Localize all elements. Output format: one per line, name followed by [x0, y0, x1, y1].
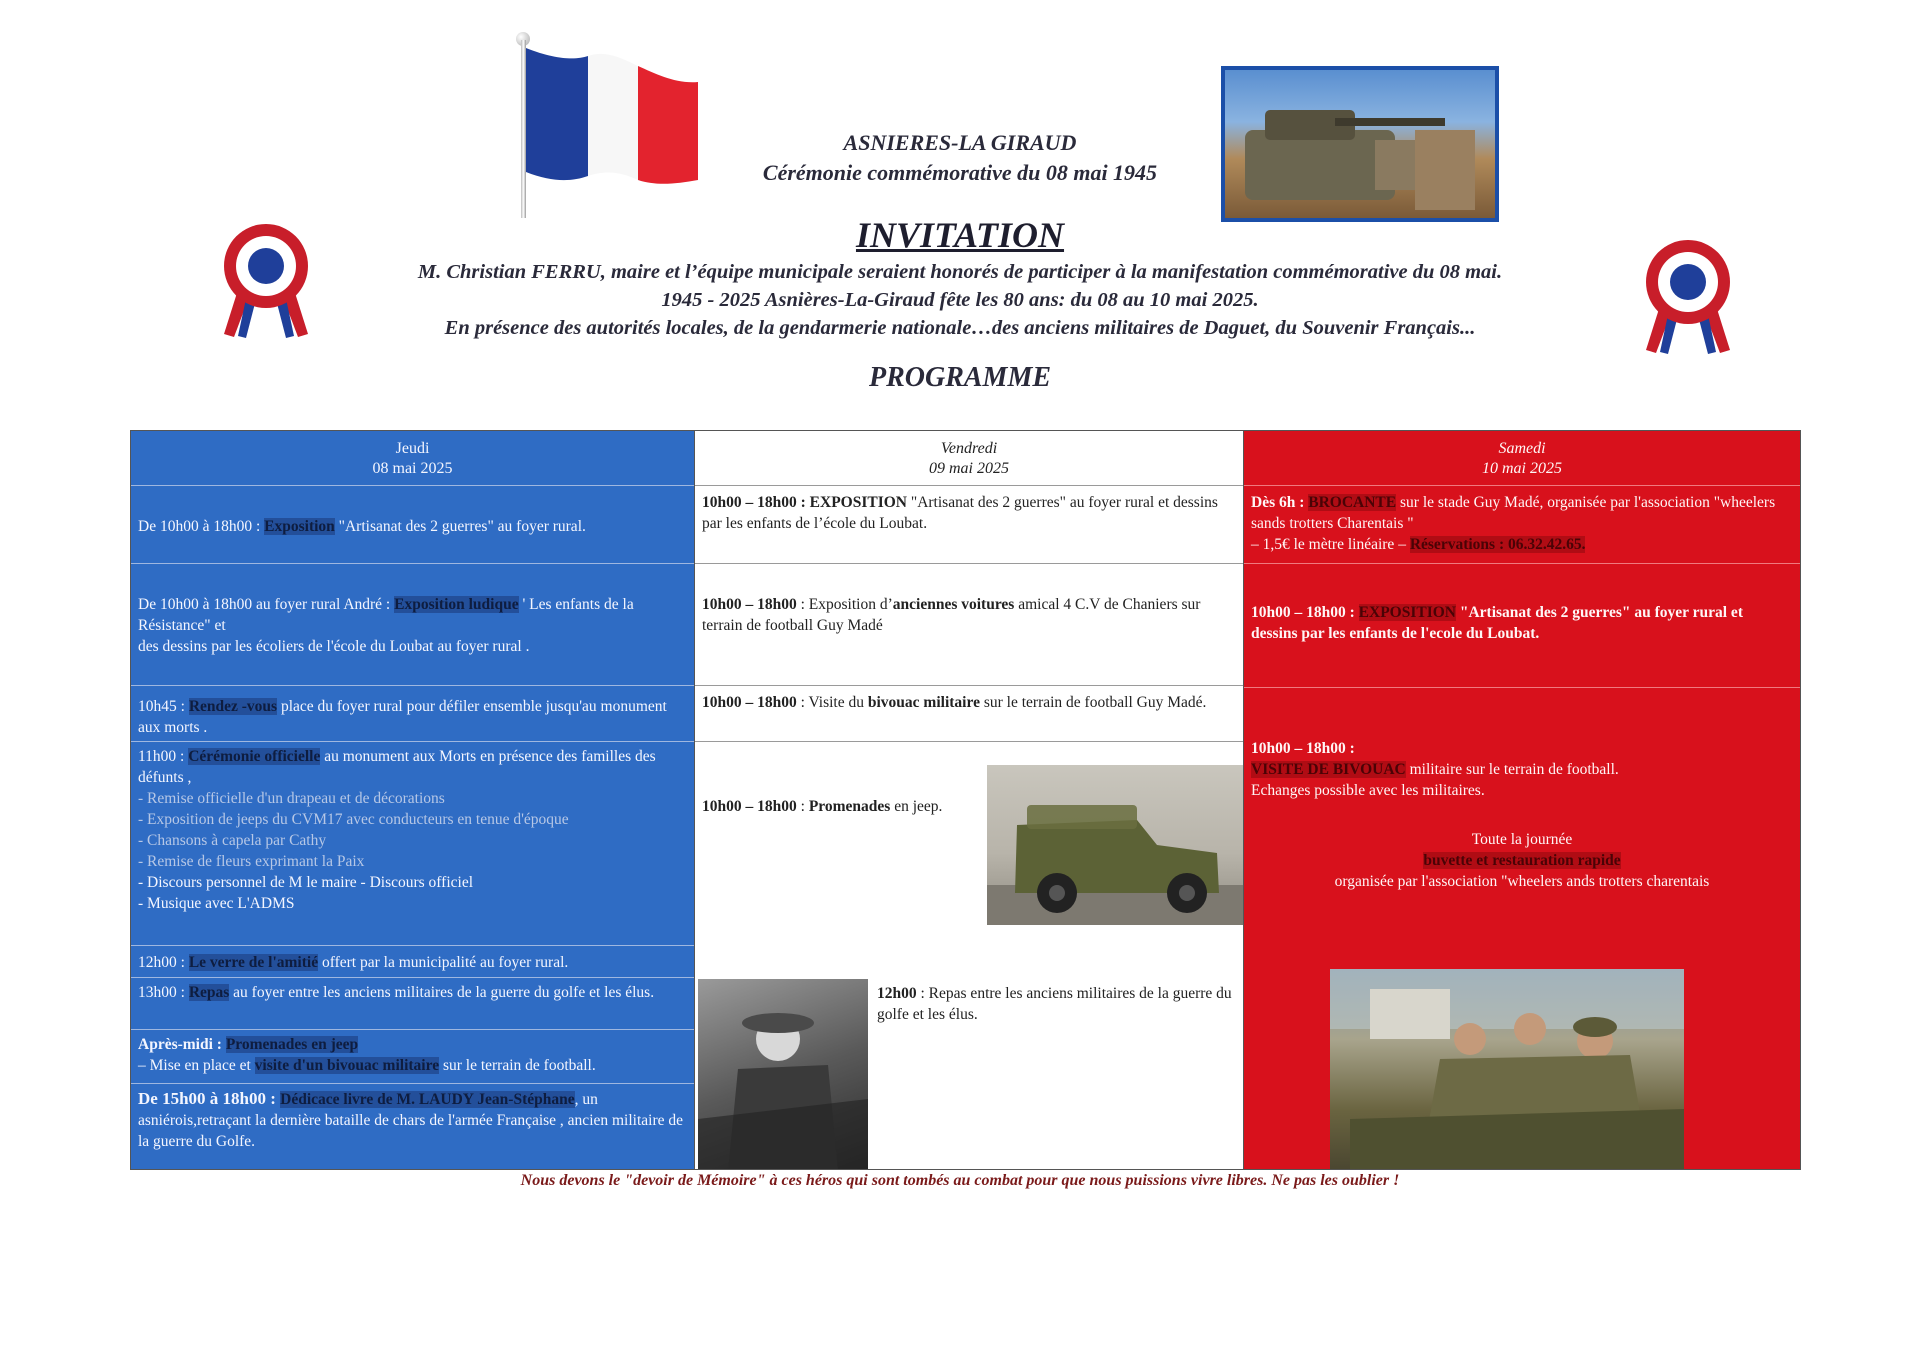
- vendredi-row-5: 12h00 : Repas entre les anciens militaires de la guerre du golfe et les élus.: [877, 985, 1232, 1023]
- jeudi-item-4: - Remise de fleurs exprimant la Paix: [138, 853, 365, 870]
- column-samedi: [1243, 430, 1801, 1170]
- samedi-buvette-block: Toute la journée buvette et restauration rapide organisée par l'association "wheelers ands trotters charentais: [1334, 831, 1710, 890]
- samedi-date: 10 mai 2025: [1482, 460, 1562, 477]
- intro-paragraph: [300, 258, 1620, 342]
- vendredi-date: 09 mai 2025: [929, 460, 1009, 477]
- ceremony-subtitle: Cérémonie commémorative du 08 mai 1945: [762, 160, 1158, 185]
- samedi-day: Samedi: [1498, 440, 1546, 457]
- jeudi-row-2: De 10h00 à 18h00 au foyer rural André : Exposition ludique ' Les enfants de la Résistance" et des dessins par les écoliers de l'école du Loubat au foyer rural .: [131, 563, 694, 685]
- intro-line-3: En présence des autorités locales, de la gendarmerie nationale…des anciens militaires de Daguet, du Souvenir Français...: [444, 317, 1476, 339]
- footer-memory-text: Nous devons le "devoir de Mémoire" à ces héros qui sont tombés au combat pour que nous puissions vivre libres. Ne pas les oublier !: [520, 1172, 1400, 1189]
- vendredi-day: Vendredi: [940, 440, 998, 457]
- jeudi-item-5: - Discours personnel de M le maire - Discours officiel: [138, 874, 474, 891]
- cockade-right-icon: [1634, 238, 1744, 356]
- samedi-row-3: 10h00 – 18h00 : VISITE DE BIVOUAC militaire sur le terrain de football. Echanges possible avec les militaires. Toute la journée buvette et restauration rapide organisée par l'association "wheelers ands trotters charentais: [1244, 687, 1800, 1170]
- samedi-header: [1244, 431, 1800, 485]
- jeep-photo: [987, 765, 1243, 925]
- vendredi-row-1: 10h00 – 18h00 : EXPOSITION "Artisanat des 2 guerres" au foyer rural et dessins par les enfants de l’école du Loubat.: [695, 485, 1243, 563]
- jeudi-day: Jeudi: [395, 440, 430, 457]
- jeudi-header: [131, 431, 694, 485]
- column-jeudi: [130, 430, 695, 1170]
- soldier-bw-photo: [698, 979, 868, 1170]
- jeudi-row-3: 10h45 : Rendez -vous place du foyer rural pour défiler ensemble jusqu'au monument aux morts .: [131, 685, 694, 741]
- intro-line-1: M. Christian FERRU, maire et l’équipe municipale seraient honorés de participer à la manifestation commémorative du 08 mai.: [417, 261, 1503, 283]
- jeudi-row-1: De 10h00 à 18h00 : Exposition "Artisanat des 2 guerres" au foyer rural.: [131, 485, 694, 563]
- jeudi-item-6: - Musique avec L'ADMS: [138, 895, 295, 912]
- vendredi-row-4: 10h00 – 18h00 : Promenades en jeep.: [695, 741, 1243, 949]
- jeudi-row-8: De 15h00 à 18h00 : Dédicace livre de M. LAUDY Jean-Stéphane, un asniérois,retraçant la dernière bataille de chars de l'armée Française , ancien militaire de la guerre du Golfe.: [131, 1083, 694, 1170]
- jeudi-row-7: Après-midi : Promenades en jeep – Mise en place et visite d'un bivouac militaire sur le terrain de football.: [131, 1029, 694, 1083]
- header-title-block: [700, 128, 1220, 188]
- samedi-row-2: 10h00 – 18h00 : EXPOSITION "Artisanat des 2 guerres" au foyer rural et dessins par les enfants de l'ecole du Loubat.: [1244, 563, 1800, 687]
- jeudi-date: 08 mai 2025: [372, 460, 453, 477]
- vendredi-row-3: 10h00 – 18h00 : Visite du bivouac militaire sur le terrain de football Guy Madé.: [695, 685, 1243, 741]
- armored-vehicle-photo: [1221, 66, 1499, 222]
- jeudi-item-3: - Chansons à capela par Cathy: [138, 832, 327, 849]
- programme-heading: PROGRAMME: [868, 362, 1052, 393]
- jeudi-row-5: 12h00 : Le verre de l'amitié offert par la municipalité au foyer rural.: [131, 945, 694, 977]
- town-name: ASNIERES-LA GIRAUD: [843, 130, 1077, 155]
- vendredi-header: [695, 431, 1243, 485]
- samedi-row-1: Dès 6h : BROCANTE sur le stade Guy Madé, organisée par l'association "wheelers sands trotters Charentais " – 1,5€ le mètre linéaire – Réservations : 06.32.42.65.: [1244, 485, 1800, 563]
- vendredi-row-2: 10h00 – 18h00 : Exposition d’anciennes voitures amical 4 C.V de Chaniers sur terrain de football Guy Madé: [695, 563, 1243, 685]
- invitation-heading: INVITATION: [855, 215, 1065, 255]
- jeudi-row-4: 11h00 : Cérémonie officielle au monument aux Morts en présence des familles des défunts , - Remise officielle d'un drapeau et de décorations - Exposition de jeeps du CVM17 avec conducteurs en tenue d'époque - Chansons à capela par Cathy - Remise de fleurs exprimant la Paix - Discours personnel de M le maire - Discours officiel - Musique avec L'ADMS: [131, 741, 694, 945]
- jeudi-row-6: 13h00 : Repas au foyer entre les anciens militaires de la guerre du golfe et les élus.: [131, 977, 694, 1029]
- intro-line-2: 1945 - 2025 Asnières-La-Giraud fête les 80 ans: du 08 au 10 mai 2025.: [661, 289, 1259, 311]
- jeudi-item-2: - Exposition de jeeps du CVM17 avec conducteurs en tenue d'époque: [138, 811, 569, 828]
- jeudi-item-1: - Remise officielle d'un drapeau et de décorations: [138, 790, 445, 807]
- french-flag-icon: [526, 48, 726, 188]
- soldiers-jeep-photo: [1330, 969, 1684, 1170]
- column-vendredi: [694, 430, 1244, 1170]
